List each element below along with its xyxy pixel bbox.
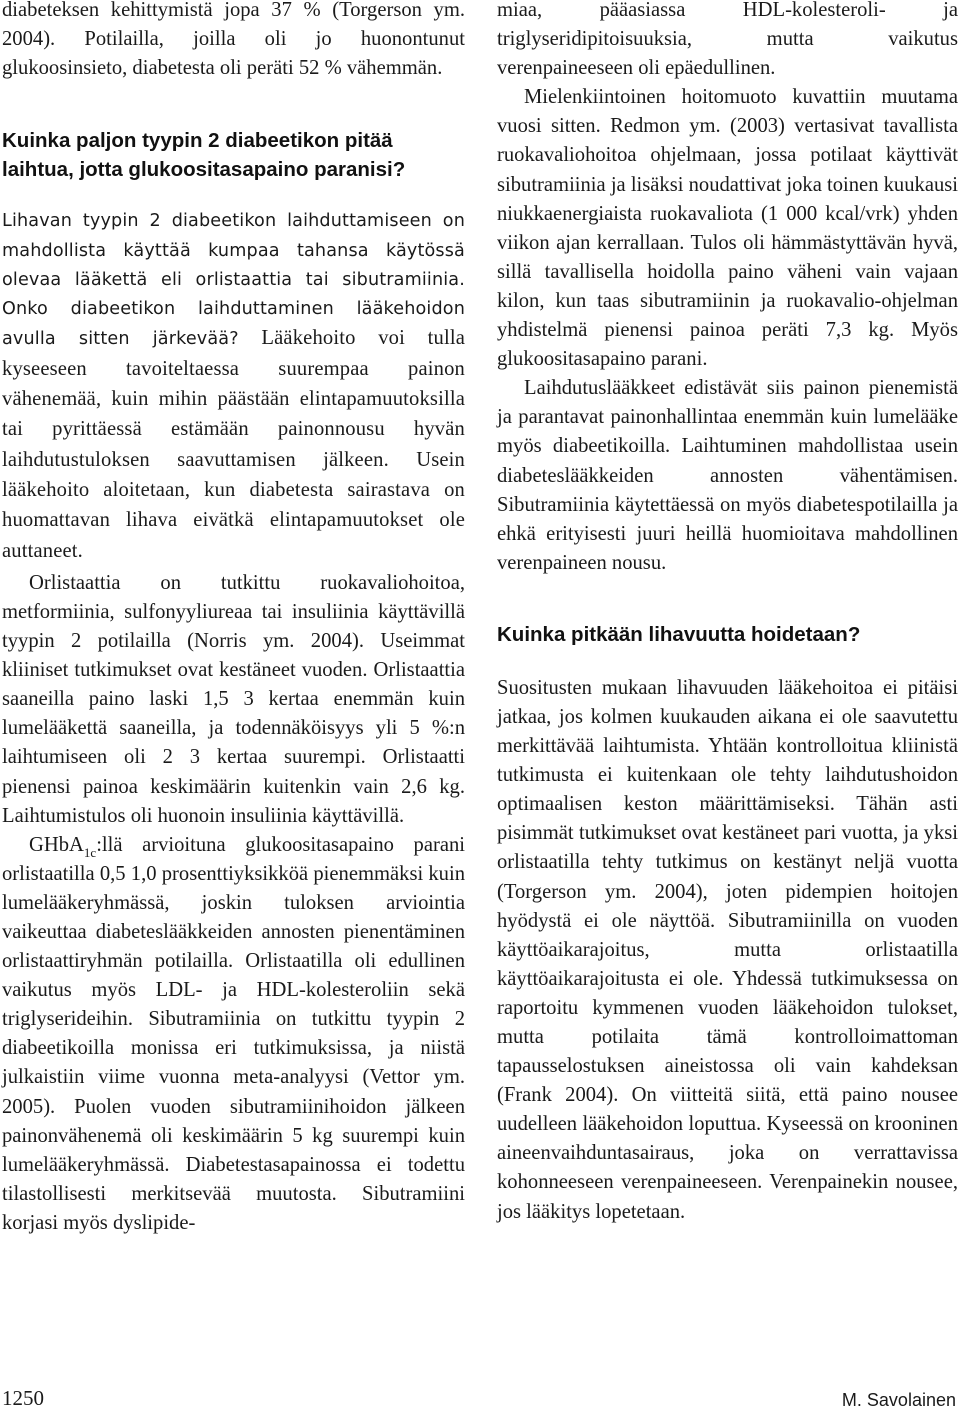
- lead-paragraph: [2, 207, 465, 567]
- section-heading-weight-loss-target: Kuinka paljon tyypin 2 diabeetikon pitää laihtua, jotta glukoositasapaino paranisi?: [2, 129, 406, 182]
- lead-continuation: Lääkehoito voi tulla kyseeseen tavoiteltaessa suurempaa painon vähenemää, kuin mihin päästään elintapamuutoksilla tai pyrittäessä estämään painonnousu hyvän laihdutustuloksen saavuttamisen jälkeen. Usein lääkehoito aloitetaan, kun diabetesta sairastava on huomattavan lihava eivätkä elintapamuutokset ole auttaneet.: [2, 327, 465, 562]
- ghba-text: GHbA: [29, 833, 84, 856]
- paragraph-redmon: Mielenkiintoinen hoitomuoto kuvattiin muutama vuosi sitten. Redmon ym. (2003) vertasivat tavallista ruokavaliohoitoa ohjelmaan, jossa potilaat käyttivät sibutramiinia ja lisäksi noudattivat joka toinen kuukausi niukkaenergiaista ruokavaliota (1 000 kcal/vrk) yhden viikon ajan kerrallaan. Tulos oli hämmästyttävän hyvä, sillä tavallisella hoidolla paino väheni vain vajaan kilon, kun taas sibutramiinin ja ruokavalio-ohjelman yhdistelmä pienensi painoa peräti 7,3 kg. Myös glukoositasapaino parani.: [497, 86, 958, 371]
- paragraph-duration: Suositusten mukaan lihavuuden lääkehoitoa ei pitäisi jatkaa, jos kolmen kuukauden aikana ei ole saavutettu merkittävää laihtumista. Yhtään kontrolloitua kliinistä tutkimusta ei kuitenkaan ole tehty laihdutushoidon optimaalisen keston määrittämiseksi. Tähän asti pisimmät tutkimukset ovat kestäneet pari vuotta, ja yksi orlistaatilla tehty tutkimus on kestänyt neljä vuotta (Torgerson ym. 2004), joten pidempien hoitojen hyödystä ei ole näyttöä. Sibutramiinilla on vuoden käyttöaikarajoitus, mutta orlistaatilla käyttöaikarajoitusta ei ole. Yhdessä tutkimuksessa on raportoitu kymmenen vuoden lääkehoidon tulokset, mutta potilaita tämä kontrolloimattoman tapausselostuksen aineistossa oli vain kahdeksan (Frank 2004). On viitteitä siitä, että paino nousee uudelleen lääkehoidon loputtua. Kyseessä on krooninen aineenvaihduntasairaus, joka on verrattavissa kohonneeseen verenpaineeseen. Verenpainekin nousee, jos lääkitys lopetetaan.: [497, 676, 958, 1223]
- lead-text: Lihavan tyypin 2 diabeetikon laihduttamiseen on mahdollista käyttää kumpaa tahansa käytössä olevaa lääkettä eli orlistaattia tai sibutramiinia. Onko diabeetikon laihduttaminen lääkehoidon avulla sitten järkevää?: [2, 211, 465, 350]
- paragraph-intro-continued: diabeteksen kehittymistä jopa 37 % (Torgerson ym. 2004). Potilailla, joilla oli jo huonontunut glukoosinsieto, diabetesta oli peräti 52 % vähemmän.: [2, 0, 465, 80]
- ghba-rest: :llä arvioituna glukoositasapaino parani orlistaatilla 0,5 1,0 prosenttiyksikköä pienemmäksi kuin lumelääkeryhmässä, joskin tuloksen arviointia vaikeuttaa diabeteslääkkeiden annosten pienentäminen orlistaattiryhmän potilailla. Orlistaatilla oli edullinen vaikutus myös LDL- ja HDL-kolesteroliin sekä triglyserideihin. Sibutramiinia on tutkittu tyypin 2 diabeetikoilla monissa eri tutkimuksissa, ja niistä julkaistiin viime vuonna meta-analyysi (Vettor ym. 2005). Puolen vuoden sibutramiinihoidon jälkeen painonvähenemä oli keskimäärin 5 kg suurempi kuin lumelääkeryhmässä. Diabetestasapainossa ei todettu tilastollisesti merkitsevää muutosta. Sibutramiini korjasi myös dyslipide-: [2, 833, 465, 1234]
- left-column: [2, 0, 465, 1238]
- author-name: M. Savolainen: [841, 1390, 956, 1410]
- paragraph-dyslipidemia-continued: miaa, pääasiassa HDL-kolesteroli- ja triglyseridipitoisuuksia, mutta vaikutus verenpaineeseen oli epäedullinen.: [497, 0, 958, 80]
- right-column: [497, 0, 958, 1227]
- paragraph-orlistat: Orlistaattia on tutkittu ruokavaliohoitoa, metformiinia, sulfonyyliureaa tai insuliinia käyttävillä tyypin 2 potilailla (Norris ym. 2004). Useimmat kliiniset tutkimukset ovat kestäneet vuoden. Orlistaattia saaneilla paino laski 1,5 3 kertaa enemmän kuin lumelääkettä saaneilla, ja todennäköisyys yli 5 %:n laihtumiseen oli 2 3 kertaa suurempi. Orlistaatti pienensi painoa keskimäärin kuitenkin vain 2,6 kg. Laihtumistulos oli huonoin insuliinia käyttävillä.: [2, 571, 465, 827]
- ghba-subscript: 1c: [83, 844, 97, 860]
- paragraph-ghba1c: [2, 831, 465, 1238]
- section-heading-treatment-duration: Kuinka pitkään lihavuutta hoidetaan?: [497, 622, 861, 646]
- paragraph-summary: Laihdutuslääkkeet edistävät siis painon pienemistä ja parantavat painonhallintaa enemmän kuin lumelääke myös diabeetikoilla. Laihtuminen mahdollistaa usein diabeteslääkkeiden annosten vähentämisen. Sibutramiinia käytettäessä on myös diabetespotilailla ja ehkä erityisesti juuri heillä huomioitava mahdollinen verenpaineen nousu.: [497, 377, 958, 574]
- page-number: 1250: [2, 1386, 44, 1410]
